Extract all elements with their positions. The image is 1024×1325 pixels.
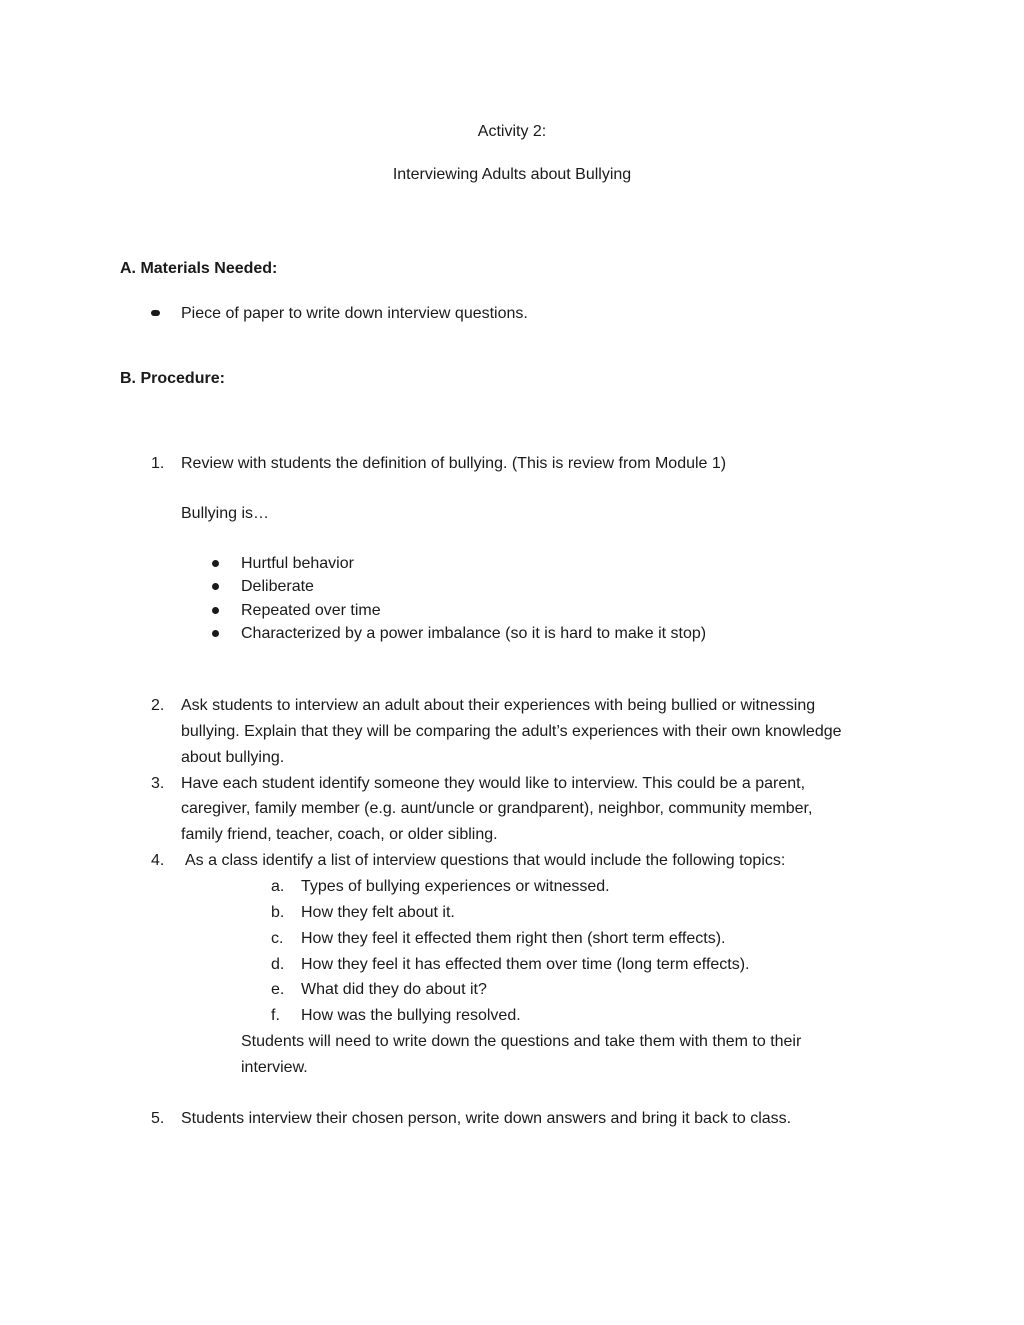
step-4-note-line: Students will need to write down the questions and take them with them to their (241, 1033, 802, 1050)
bullying-criterion: Repeated over time (241, 602, 381, 619)
step-1-number: 1. (151, 455, 165, 472)
step-4-note-line: interview. (241, 1059, 308, 1076)
topic-item: How they feel it has effected them over time (long term effects). (301, 956, 750, 973)
step-4-text: As a class identify a list of interview questions that would include the following topics: (185, 852, 786, 869)
step-5-number: 5. (151, 1110, 165, 1127)
section-b-heading: B. Procedure: (120, 370, 225, 387)
bullet-dot-icon (212, 583, 219, 590)
topic-item: Types of bullying experiences or witnessed. (301, 878, 610, 895)
topic-letter: e. (271, 981, 285, 998)
step-2-line: about bullying. (181, 749, 285, 766)
step-2-line: bullying. Explain that they will be comparing the adult’s experiences with their own knowledge (181, 723, 842, 740)
topic-item: What did they do about it? (301, 981, 487, 998)
bullet-dot-icon (212, 630, 219, 637)
step-1-text: Review with students the definition of bullying. (This is review from Module 1) (181, 455, 727, 472)
page-title: Activity 2: (477, 123, 547, 140)
step-3-number: 3. (151, 775, 165, 792)
topic-item: How was the bullying resolved. (301, 1007, 521, 1024)
step-3-line: family friend, teacher, coach, or older sibling. (181, 826, 498, 843)
materials-item: Piece of paper to write down interview questions. (181, 305, 528, 322)
step-5-text: Students interview their chosen person, write down answers and bring it back to class. (181, 1110, 792, 1127)
topic-letter: f. (271, 1007, 280, 1024)
bullying-criterion: Deliberate (241, 578, 314, 595)
topic-letter: c. (271, 930, 284, 947)
topic-letter: b. (271, 904, 285, 921)
bullying-intro: Bullying is… (181, 505, 270, 522)
bullet-dot-icon (212, 607, 219, 614)
topic-item: How they feel it effected them right then (short term effects). (301, 930, 726, 947)
section-a-heading: A. Materials Needed: (120, 260, 278, 277)
topic-letter: d. (271, 956, 285, 973)
bullet-dot-icon (212, 560, 219, 567)
topic-letter: a. (271, 878, 285, 895)
step-2-number: 2. (151, 697, 165, 714)
step-4-number: 4. (151, 852, 165, 869)
bullying-criterion: Hurtful behavior (241, 555, 354, 572)
step-3-line: caregiver, family member (e.g. aunt/uncle or grandparent), neighbor, community member, (181, 800, 813, 817)
bullying-criterion: Characterized by a power imbalance (so it is hard to make it stop) (241, 625, 707, 642)
dash-bullet-icon (151, 310, 160, 316)
step-2-line: Ask students to interview an adult about their experiences with being bullied or witnessing (181, 697, 816, 714)
topic-item: How they felt about it. (301, 904, 455, 921)
step-3-line: Have each student identify someone they would like to interview. This could be a parent, (181, 775, 806, 792)
page-subtitle: Interviewing Adults about Bullying (392, 166, 632, 183)
